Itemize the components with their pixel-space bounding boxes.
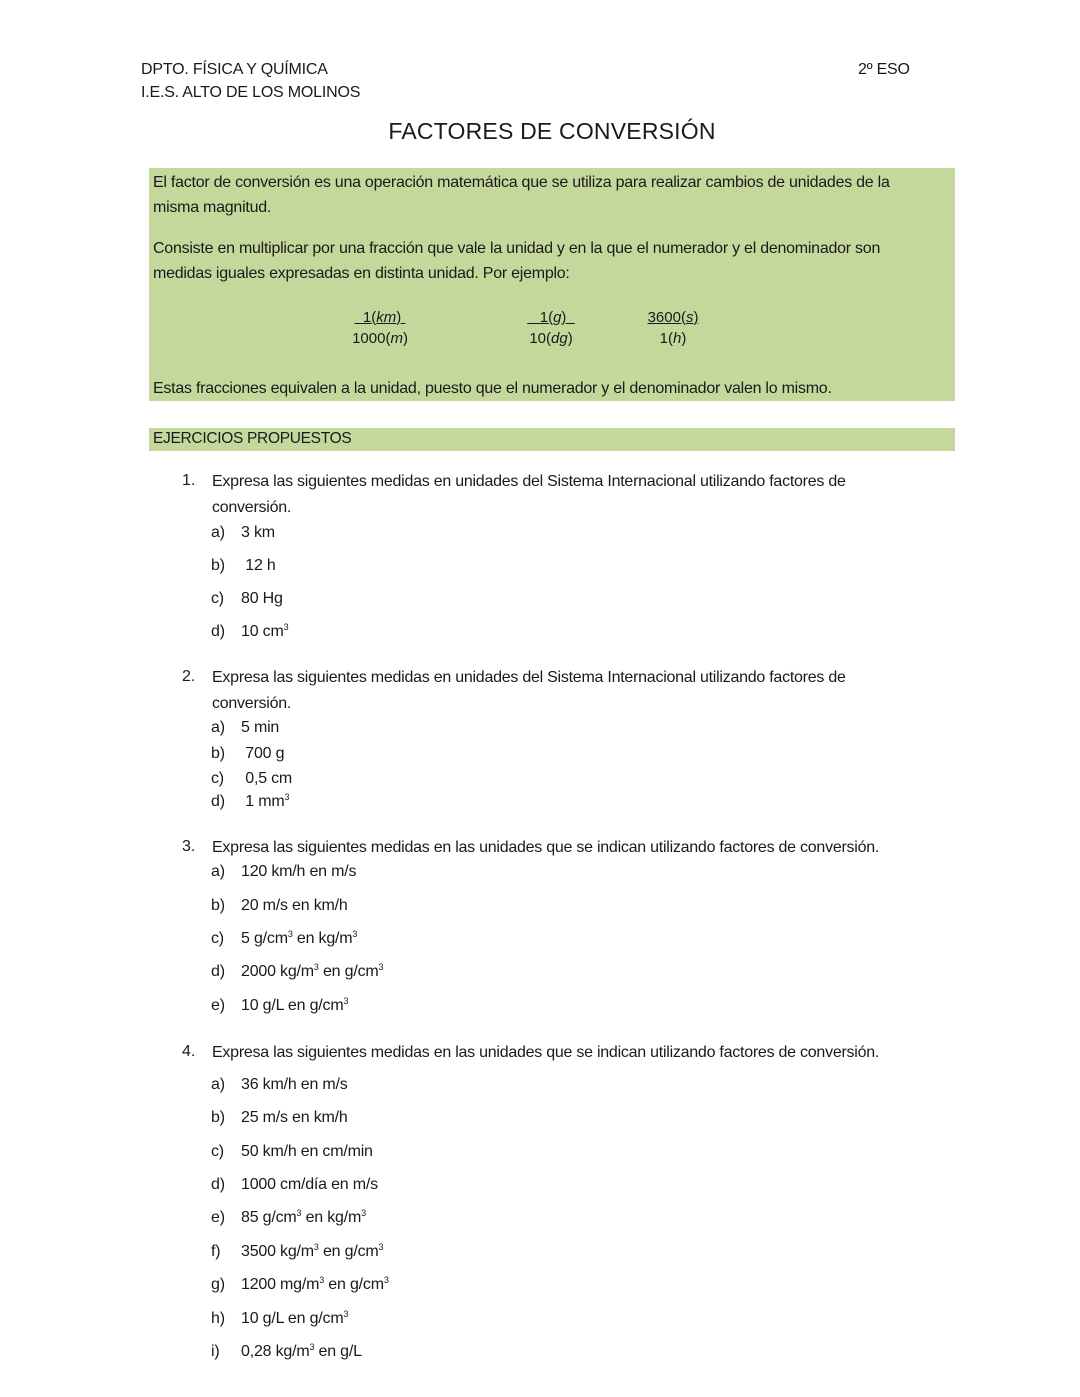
item-text: 700 g [241, 745, 285, 762]
exercise-number: 2. [182, 668, 196, 685]
course-label: 2º ESO [858, 61, 910, 78]
item-superscript: 3 [361, 1208, 366, 1218]
exercise-4-text: Expresa las siguientes medidas en las unidades que se indican utilizando factores de conversión. [212, 1044, 880, 1061]
item-label: b) [211, 557, 225, 574]
item-label: e) [211, 997, 225, 1014]
item-label: c) [211, 770, 224, 787]
intro-p2-line2: medidas iguales expresadas en distinta unidad. Por ejemplo: [153, 265, 570, 282]
exercise-4-item-c [211, 1143, 373, 1161]
exercise-3-item-d [211, 963, 383, 981]
exercise-3-item-c [211, 930, 357, 948]
item-text: en kg/m [292, 930, 353, 947]
fraction-num-value: 1 [539, 309, 549, 326]
item-label: b) [211, 745, 225, 762]
item-label: d) [211, 623, 225, 640]
item-label: a) [211, 524, 225, 541]
item-label: e) [211, 1209, 225, 1226]
item-superscript: 3 [352, 929, 358, 939]
fraction-den-value: 1 [659, 330, 668, 347]
exercise-4-item-h [211, 1310, 348, 1328]
fraction-num-unit: km [376, 309, 397, 326]
fraction-g-dg: $\frac{1(g)}{10(dg)}$ [529, 309, 575, 347]
item-superscript: 3 [378, 1242, 384, 1252]
item-label: g) [211, 1276, 225, 1293]
exercise-number: 3. [182, 838, 196, 855]
exercise-1-text-line1: Expresa las siguientes medidas en unidades del Sistema Internacional utilizando factores de [212, 473, 846, 490]
fraction-num-value: 3600 [647, 309, 681, 326]
fraction-den-value: 10 [529, 330, 546, 347]
item-superscript: 3 [343, 996, 349, 1006]
department-label: DPTO. FÍSICA Y QUÍMICA [141, 61, 328, 78]
item-label: b) [211, 1109, 225, 1126]
exercise-3-item-a [211, 863, 356, 881]
item-text: 85 g/cm [241, 1209, 297, 1226]
item-text: en g/cm [324, 1276, 384, 1293]
item-label: d) [211, 793, 225, 810]
exercise-1-item-a [211, 524, 275, 542]
item-superscript: 3 [378, 962, 384, 972]
item-label: b) [211, 897, 225, 914]
exercises-header: EJERCICIOS PROPUESTOS [153, 430, 352, 447]
fraction-den-unit: dg [551, 330, 568, 347]
item-text: en g/cm [318, 1243, 379, 1260]
exercise-4-item-e [211, 1209, 366, 1227]
item-text: 1200 mg/m [241, 1276, 320, 1293]
item-label: h) [211, 1310, 225, 1327]
exercise-4-item-a [211, 1076, 348, 1094]
item-text: 5 g/cm [241, 930, 288, 947]
item-text: 3 km [241, 524, 275, 541]
fraction-den-value: 1000 [352, 330, 386, 347]
item-superscript: 3 [287, 929, 293, 939]
item-text: 25 m/s en km/h [241, 1109, 348, 1126]
item-superscript: 3 [383, 1275, 389, 1285]
fraction-s-h: $\frac{3600(s)}{1(h)}$ [647, 309, 699, 347]
item-label: f) [211, 1243, 221, 1260]
item-superscript: 3 [296, 1208, 302, 1218]
exercise-3-item-e [211, 997, 348, 1015]
item-text: 20 m/s en km/h [241, 897, 348, 914]
exercise-4-item-f [211, 1243, 383, 1261]
fraction-den-unit: m [390, 330, 403, 347]
exercise-3-item-b [211, 897, 348, 915]
exercise-1-item-b [211, 557, 276, 575]
intro-p2-line1: Consiste en multiplicar por una fracción que vale la unidad y en la que el numerador y el denominador son [153, 240, 881, 257]
item-superscript: 3 [313, 1242, 319, 1252]
item-text: 120 km/h en m/s [241, 863, 357, 880]
exercise-2-item-b [211, 745, 284, 763]
exercises-header-bar [149, 428, 955, 451]
fraction-den-unit: h [673, 330, 682, 347]
item-text: 1 mm [241, 793, 285, 810]
fraction-num-unit: g [553, 309, 562, 326]
exercise-4-item-d [211, 1176, 378, 1194]
item-label: c) [211, 930, 224, 947]
item-label: a) [211, 1076, 225, 1093]
exercise-2-text-line1: Expresa las siguientes medidas en unidades del Sistema Internacional utilizando factores de [212, 669, 846, 686]
exercise-1-item-d [211, 623, 288, 641]
item-text: 0,5 cm [241, 770, 293, 787]
item-text: en g/L [314, 1343, 362, 1360]
item-label: c) [211, 1143, 224, 1160]
exercise-number: 1. [182, 472, 196, 489]
item-label: a) [211, 719, 225, 736]
item-text: 0,28 kg/m [241, 1343, 310, 1360]
fraction-km-m: $\frac{1(km)}{1000(m)}$ [352, 309, 408, 347]
exercise-3-text: Expresa las siguientes medidas en las unidades que se indican utilizando factores de conversión. [212, 839, 880, 856]
item-text: en kg/m [301, 1209, 362, 1226]
item-text: 1000 cm/día en m/s [241, 1176, 378, 1193]
item-text: 12 h [241, 557, 276, 574]
fraction-num-unit: s [685, 309, 694, 326]
item-superscript: 3 [343, 1309, 349, 1319]
item-text: en g/cm [318, 963, 379, 980]
item-text: 3500 kg/m [241, 1243, 314, 1260]
item-superscript: 3 [309, 1342, 315, 1352]
item-text: 80 Hg [241, 590, 283, 607]
exercise-2-item-a [211, 719, 279, 737]
school-label: I.E.S. ALTO DE LOS MOLINOS [141, 84, 361, 101]
intro-p3: Estas fracciones equivalen a la unidad, puesto que el numerador y el denominador valen lo mismo. [153, 380, 832, 397]
item-label: i) [211, 1343, 220, 1360]
intro-p1-line1: El factor de conversión es una operación matemática que se utiliza para realizar cambios de unidades de la [153, 174, 890, 191]
exercise-2-item-d [211, 793, 289, 811]
item-text: 10 g/L en g/cm [241, 997, 344, 1014]
item-superscript: 3 [313, 962, 319, 972]
item-superscript: 3 [284, 792, 290, 802]
fraction-num-value: 1 [362, 309, 372, 326]
exercise-4-item-i [211, 1343, 362, 1361]
item-text: 10 cm [241, 623, 284, 640]
exercise-1-item-c [211, 590, 283, 608]
item-label: a) [211, 863, 225, 880]
exercise-2-text-line2: conversión. [212, 695, 292, 712]
item-superscript: 3 [283, 622, 289, 632]
item-text: 36 km/h en m/s [241, 1076, 348, 1093]
item-superscript: 3 [319, 1275, 325, 1285]
intro-p1-line2: misma magnitud. [153, 199, 272, 216]
exercise-number: 4. [182, 1043, 196, 1060]
item-text: 5 min [241, 719, 280, 736]
page-title: FACTORES DE CONVERSIÓN [388, 118, 716, 144]
item-text: 2000 kg/m [241, 963, 314, 980]
exercise-4-item-g [211, 1276, 389, 1294]
item-label: d) [211, 963, 225, 980]
item-text: 10 g/L en g/cm [241, 1310, 344, 1327]
item-label: d) [211, 1176, 225, 1193]
exercise-2-item-c [211, 770, 292, 788]
item-label: c) [211, 590, 224, 607]
item-text: 50 km/h en cm/min [241, 1143, 373, 1160]
exercise-1-text-line2: conversión. [212, 499, 292, 516]
exercise-4-item-b [211, 1109, 348, 1127]
